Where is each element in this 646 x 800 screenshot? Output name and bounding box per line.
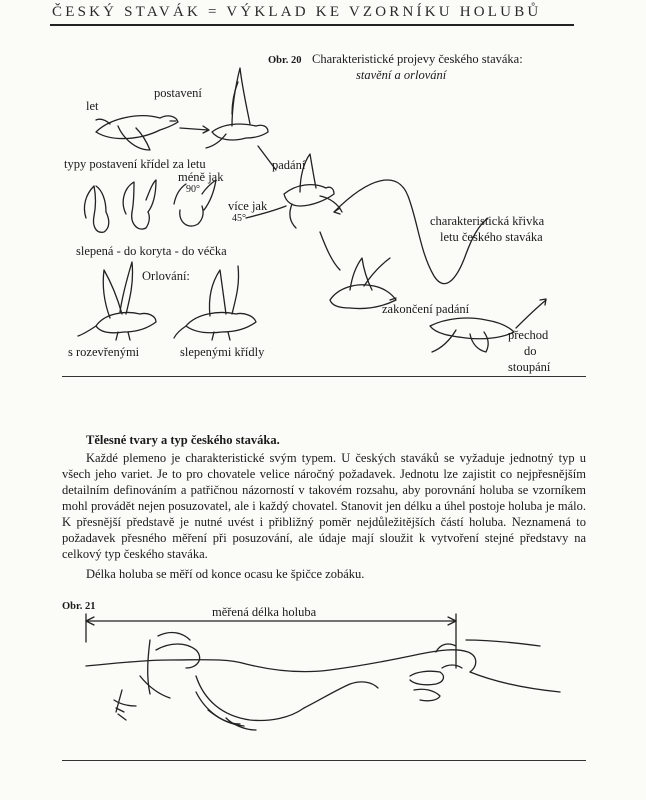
label-zakonceni-padani: zakončení padání [382,302,470,316]
label-vice-jak: více jak [228,199,268,213]
label-slepena: slepená - do koryta - do véčka [76,244,227,258]
figure-21-label: Obr. 21 [62,601,96,612]
figure-20-caption: Charakteristické projevy českého staváka: [312,52,523,66]
label-typy-postaveni: typy postavení křídel za letu [64,157,206,171]
label-prechod-3: stoupání [508,360,551,374]
label-postaveni: postavení [154,86,202,100]
figure-21-bottom-rule [62,760,586,761]
bird-zakonceni-illustration [330,258,396,309]
measure-label: měřená délka holuba [212,605,317,619]
label-slepenymi: slepenými křídly [180,345,265,359]
figure-20-bottom-rule [62,376,586,377]
bird-let-illustration [96,116,178,150]
label-prechod-2: do [524,344,537,358]
arrow-3 [320,232,340,270]
section-paragraph-1: Každé plemeno je charakteristické svým typem. U českých staváků se vyžaduje jednotný typ u všech jeho variet. Je to pro chovatele velice náročný požadavek. Jednotu lze zajistit co nejpřesnějším detailním definováním a patřičnou názorností v takovém rozsahu, aby porovnání holuba se vzorníkem mohl provádět nejen posuzovatel, ale i každý chovatel. Stanovit jen délku a úhel postoje holuba je málo. K přesnější představě je nutné uvést i přibližný poměr nejdůležitějších částí holuba. Neznamená to požadavek přesného měření při posuzování, ale údaje mají sloužit k vytvoření stejné představy na celkový typ českého staváka. [62,451,586,561]
label-prechod-1: přechod [508,328,549,342]
bird-postaveni-illustration [206,68,268,148]
label-orlovani: Orlování: [142,269,190,283]
label-krivka-2: letu českého staváka [440,230,543,244]
label-krivka-1: charakteristická křivka [430,214,545,228]
label-let: let [86,99,99,113]
label-90-degrees: 90° [186,184,200,195]
label-rozevrenymi: s rozevřenými [68,345,140,359]
arrow-1 [180,128,208,130]
measure-line [86,614,456,668]
figure-20-label: Obr. 20 [268,55,302,66]
bird-prechod-illustration [430,318,514,352]
section-paragraph-2: Délka holuba se měří od konce ocasu ke špičce zobáku. [86,567,365,581]
hands-holding-pigeon-illustration [86,633,560,730]
page-title: ČESKÝ STAVÁK = VÝKLAD KE VZORNÍKU HOLUBŮ [52,4,542,20]
figure-20-caption-sub: stavění a orlování [356,68,447,82]
label-45-degrees: 45° [232,213,246,224]
section-heading: Tělesné tvary a typ českého staváka. [86,433,280,447]
label-padani: padání [272,158,306,172]
label-mene-jak: méně jak [178,170,224,184]
arrow-rise [516,300,546,328]
